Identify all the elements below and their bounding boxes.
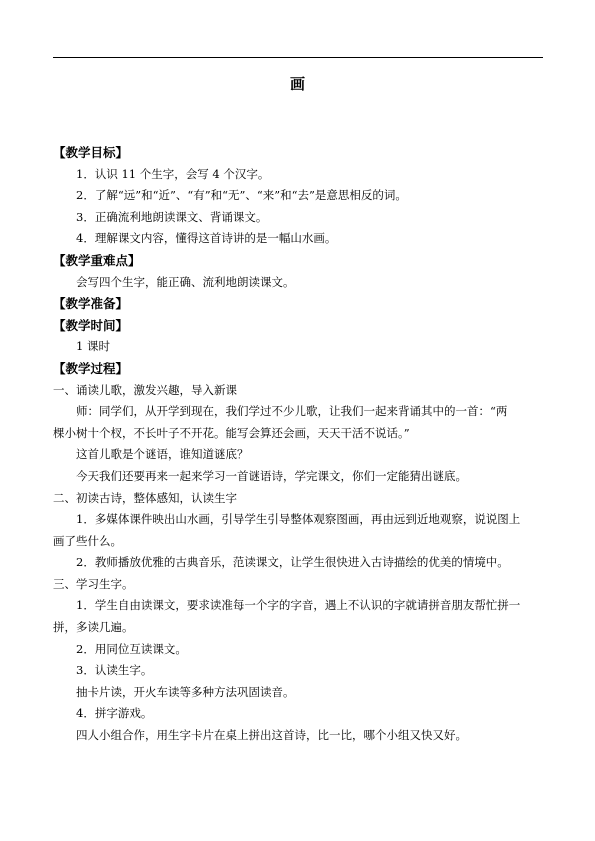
paragraph-line: 今天我们还要再来一起来学习一首谜语诗，学完课文，你们一定能猜出谜底。 xyxy=(76,468,467,483)
section-heading-goals: 【教学目标】 xyxy=(53,145,129,160)
goal-item-2: 2．了解“远”和“近”、“有”和“无”、“来”和“去”是意思相反的词。 xyxy=(76,188,407,203)
paragraph-line: 棵小树十个杈，不长叶子不开花。能写会算还会画，天天干活不说话。” xyxy=(53,425,410,440)
paragraph-line: 四人小组合作，用生字卡片在桌上拼出这首诗，比一比，哪个小组又快又好。 xyxy=(76,728,467,743)
paragraph-line: 4．拼字游戏。 xyxy=(76,706,153,721)
paragraph-line: 3．认读生字。 xyxy=(76,663,153,678)
paragraph-line: 2．教师播放优雅的古典音乐，范读课文，让学生很快进入古诗描绘的优美的情境中。 xyxy=(76,555,509,570)
paragraph-line: 抽卡片读，开火车读等多种方法巩固读音。 xyxy=(76,684,295,699)
section-heading-process: 【教学过程】 xyxy=(53,360,129,376)
section-heading-time: 【教学时间】 xyxy=(53,317,129,333)
paragraph-line: 2．用同位互读课文。 xyxy=(76,641,187,656)
process-step-3-title: 三、学习生字。 xyxy=(53,576,134,591)
key-points-text: 会写四个生字，能正确、流利地朗读课文。 xyxy=(76,274,295,289)
paragraph-line: 拼，多读几遍。 xyxy=(53,620,134,635)
goal-item-4: 4．理解课文内容，懂得这首诗讲的是一幅山水画。 xyxy=(76,231,337,246)
paragraph-line: 1．多媒体课件映出山水画，引导学生引导整体观察图画，再由远到近地观察，说说图上 xyxy=(76,512,521,527)
process-step-2-title: 二、初读古诗，整体感知，认读生字 xyxy=(53,490,237,505)
goal-item-3: 3．正确流利地朗读课文、背诵课文。 xyxy=(76,209,268,224)
paragraph-line: 这首儿歌是个谜语，谁知道谜底？ xyxy=(76,447,249,462)
paragraph-line: 1．学生自由读课文，要求读准每一个字的字音，遇上不认识的字就请拼音朋友帮忙拼一 xyxy=(76,598,521,613)
page-title: 画 xyxy=(289,75,305,93)
document-body xyxy=(53,142,543,747)
time-text: 1 课时 xyxy=(76,339,110,354)
header-rule xyxy=(53,57,543,58)
goal-item-1: 1．认识 11 个生字，会写 4 个汉字。 xyxy=(76,166,270,181)
process-step-1-title: 一、诵读儿歌，激发兴趣，导入新课 xyxy=(53,382,237,397)
section-heading-preparation: 【教学准备】 xyxy=(53,296,129,312)
paragraph-line: 师：同学们，从开学到现在，我们学过不少儿歌，让我们一起来背诵其中的一首：“两 xyxy=(76,404,508,419)
paragraph-line: 画了些什么。 xyxy=(53,533,122,548)
section-heading-key-points: 【教学重难点】 xyxy=(53,252,141,268)
